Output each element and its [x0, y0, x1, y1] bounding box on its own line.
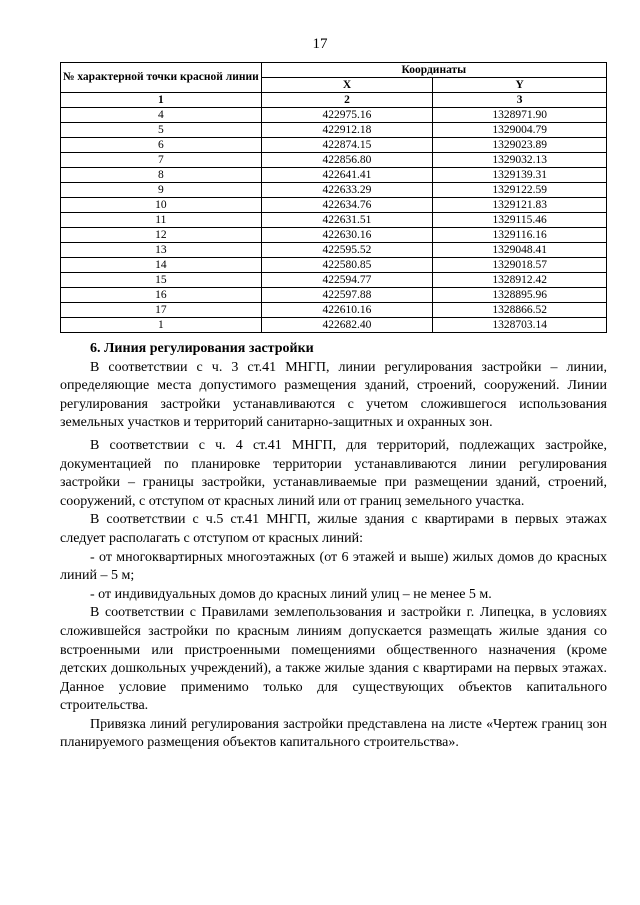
- table-row: [61, 318, 607, 333]
- paragraph: Привязка линий регулирования застройки представлена на листе «Чертеж границ зон планируемого размещения объектов капитального строительства».: [60, 716, 607, 751]
- page-number: 17: [312, 36, 328, 52]
- table-row: [61, 108, 607, 123]
- x-cell: 422633.29: [261, 183, 433, 198]
- x-cell: 422641.41: [261, 168, 433, 183]
- x-cell: 422610.16: [261, 303, 433, 318]
- table-row: [61, 198, 607, 213]
- x-cell: 422975.16: [261, 108, 433, 123]
- point-cell: 16: [61, 288, 262, 303]
- x-cell: 422912.18: [261, 123, 433, 138]
- point-cell: 7: [61, 153, 262, 168]
- x-cell: 422595.52: [261, 243, 433, 258]
- paragraph: В соответствии с Правилами землепользования и застройки г. Липецка, в условиях сложившейся застройки по красным линиям допускается размещать жилые здания со встроенными или пристроенными помещениями общественного назначения (кроме детских дошкольных учреждений), а также жилые здания с квартирами на первых этажах. Данное условие применимо только для существующих объектов капитального строительства.: [60, 605, 607, 714]
- coordinates-table-body: [61, 108, 607, 333]
- y-cell: 1328703.14: [433, 318, 607, 333]
- x-cell: 422594.77: [261, 273, 433, 288]
- y-cell: 1329116.16: [433, 228, 607, 243]
- point-cell: 5: [61, 123, 262, 138]
- table-row: [61, 138, 607, 153]
- coordinates-table: [60, 62, 607, 333]
- y-cell: 1329018.57: [433, 258, 607, 273]
- paragraph: В соответствии с ч. 3 ст.41 МНГП, линии регулирования застройки – линии, определяющие места допустимого размещения зданий, строений, сооружений. Линии регулирования застройки устанавливаются с учетом сложившегося использования земельных участков и территорий санитарно-защитных и охранных зон.: [60, 359, 607, 431]
- point-cell: 9: [61, 183, 262, 198]
- column-number: 2: [261, 93, 433, 108]
- x-cell: 422597.88: [261, 288, 433, 303]
- table-row: [61, 183, 607, 198]
- y-cell: 1329122.59: [433, 183, 607, 198]
- table-row: [61, 123, 607, 138]
- table-row: [61, 303, 607, 318]
- point-cell: 1: [61, 318, 262, 333]
- column-number: 1: [61, 93, 262, 108]
- x-cell: 422630.16: [261, 228, 433, 243]
- point-cell: 14: [61, 258, 262, 273]
- x-cell: 422634.76: [261, 198, 433, 213]
- table-row: [61, 258, 607, 273]
- section-heading: 6. Линия регулирования застройки: [90, 341, 314, 356]
- list-item: - от многоквартирных многоэтажных (от 6 этажей и выше) жилых домов до красных линий – 5 м;: [60, 549, 607, 584]
- point-cell: 10: [61, 198, 262, 213]
- y-cell: 1328895.96: [433, 288, 607, 303]
- y-cell: 1329032.13: [433, 153, 607, 168]
- y-cell: 1329121.83: [433, 198, 607, 213]
- point-cell: 8: [61, 168, 262, 183]
- point-cell: 6: [61, 138, 262, 153]
- table-row: [61, 228, 607, 243]
- table-row: [61, 273, 607, 288]
- x-cell: 422874.15: [261, 138, 433, 153]
- y-cell: 1328912.42: [433, 273, 607, 288]
- point-cell: 17: [61, 303, 262, 318]
- section-content: [60, 340, 607, 753]
- list-item: - от индивидуальных домов до красных линий улиц – не менее 5 м.: [90, 586, 492, 602]
- y-cell: 1329004.79: [433, 123, 607, 138]
- table-row: [61, 213, 607, 228]
- point-cell: 12: [61, 228, 262, 243]
- table-row: [61, 243, 607, 258]
- table-row: [61, 288, 607, 303]
- y-cell: 1328866.52: [433, 303, 607, 318]
- coords-header: Координаты: [261, 63, 606, 78]
- y-cell: 1328971.90: [433, 108, 607, 123]
- point-cell: 4: [61, 108, 262, 123]
- table-row: [61, 153, 607, 168]
- x-cell: 422682.40: [261, 318, 433, 333]
- point-cell: 11: [61, 213, 262, 228]
- y-header: Y: [433, 78, 607, 93]
- column-number: 3: [433, 93, 607, 108]
- paragraph: В соответствии с ч. 4 ст.41 МНГП, для территорий, подлежащих застройке, документацией по планировке территории устанавливаются линии регулирования застройки – границы застройки, устанавливаемые при размещении зданий, строений, сооружений, с отступом от красных линий или от границ земельного участка.: [60, 437, 607, 509]
- x-header: X: [261, 78, 433, 93]
- x-cell: 422580.85: [261, 258, 433, 273]
- paragraph: В соответствии с ч.5 ст.41 МНГП, жилые здания с квартирами в первых этажах следует располагать с отступом от красных линий:: [60, 512, 607, 546]
- y-cell: 1329115.46: [433, 213, 607, 228]
- y-cell: 1329023.89: [433, 138, 607, 153]
- table-row: [61, 168, 607, 183]
- point-cell: 15: [61, 273, 262, 288]
- y-cell: 1329139.31: [433, 168, 607, 183]
- x-cell: 422631.51: [261, 213, 433, 228]
- x-cell: 422856.80: [261, 153, 433, 168]
- point-header: № характерной точки красной линии: [61, 63, 262, 93]
- point-cell: 13: [61, 243, 262, 258]
- y-cell: 1329048.41: [433, 243, 607, 258]
